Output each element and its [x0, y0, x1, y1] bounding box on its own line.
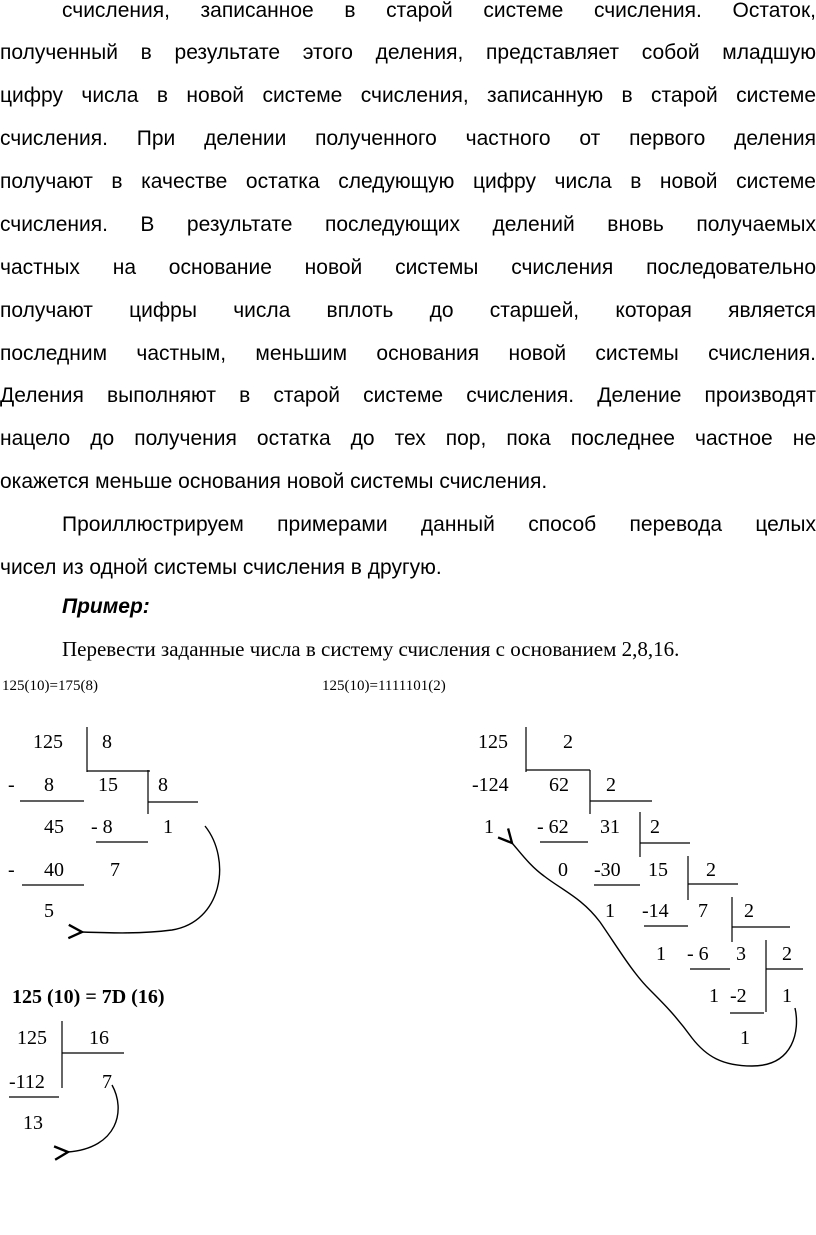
result-octal: 125(10)=175(8): [2, 678, 98, 694]
hex-heading: 125 (10) = 7D (16): [12, 986, 165, 1008]
subtrahend: -2: [730, 985, 747, 1007]
minus-sign: -: [8, 774, 15, 796]
dividend: 125: [478, 731, 508, 753]
text-line: полученный в результате этого деления, представляет собой младшую: [0, 41, 816, 64]
quotient: 15: [648, 859, 668, 881]
binary-division: [472, 727, 803, 1066]
text-line: цифру числа в новой системе счисления, записанную в старой системе: [0, 84, 816, 107]
text-line: нацело до получения остатка до тех пор, пока последнее частное не: [0, 427, 816, 450]
subtrahend: 40: [44, 859, 64, 881]
quotient: 7: [102, 1071, 112, 1093]
divisor: 2: [606, 774, 616, 796]
text-line: окажется меньше основания новой системы счисления.: [0, 470, 548, 493]
quotient: 62: [549, 774, 569, 796]
quotient: 15: [98, 774, 118, 796]
subtrahend: 8: [44, 774, 54, 796]
arrow-icon: [68, 1085, 118, 1152]
subtrahend: - 6: [687, 943, 709, 965]
text-line: частных на основание новой системы счисления последовательно: [0, 256, 816, 279]
subtrahend: -124: [472, 774, 509, 796]
remainder: 1: [605, 900, 615, 922]
remainder: 5: [44, 900, 54, 922]
text-line: счисления, записанное в старой системе счисления. Остаток,: [62, 0, 816, 22]
subtrahend: - 62: [537, 816, 569, 838]
divisor: 2: [650, 816, 660, 838]
result-binary: 125(10)=1111101(2): [322, 678, 446, 694]
partial-dividend: 45: [44, 816, 64, 838]
dividend: 125: [17, 1027, 47, 1049]
hex-division: [9, 986, 164, 1152]
text-line: чисел из одной системы счисления в другую.: [0, 556, 442, 579]
quotient: 1: [782, 985, 792, 1007]
minus-sign: -: [8, 859, 15, 881]
remainder: 0: [558, 859, 568, 881]
divisor: 8: [102, 731, 112, 753]
text-line: счисления. При делении полученного частного от первого деления: [0, 127, 816, 150]
text-line: Деления выполняют в старой системе счисления. Деление производят: [0, 384, 816, 407]
octal-division: [8, 727, 220, 933]
subtrahend: - 8: [91, 816, 113, 838]
subtrahend: -14: [642, 900, 669, 922]
quotient: 7: [698, 900, 708, 922]
divisor: 8: [158, 774, 168, 796]
divisor: 2: [706, 859, 716, 881]
text-line: получают в качестве остатка следующую цифру числа в новой системе: [0, 170, 816, 193]
text-line: счисления. В результате последующих делений вновь получаемых: [0, 213, 816, 236]
remainder: 1: [656, 943, 666, 965]
divisor: 2: [782, 943, 792, 965]
divisor: 16: [89, 1027, 109, 1049]
text-line: Проиллюстрируем примерами данный способ перевода целых: [62, 513, 816, 536]
example-heading: Пример:: [62, 595, 150, 618]
quotient: 3: [736, 943, 746, 965]
remainder: 13: [23, 1112, 43, 1134]
quotient: 31: [600, 816, 620, 838]
remainder: 1: [709, 985, 719, 1007]
divisor: 2: [744, 900, 754, 922]
dividend: 125: [33, 731, 63, 753]
subtrahend: -30: [594, 859, 621, 881]
remainder: 1: [740, 1027, 750, 1049]
remainder: 7: [110, 859, 120, 881]
task-text: Перевести заданные числа в систему счисления с основанием 2,8,16.: [62, 637, 680, 661]
quotient: 1: [163, 816, 173, 838]
text-line: получают цифры числа вплоть до старшей, которая является: [0, 299, 816, 322]
text-line: последним частным, меньшим основания новой системы счисления.: [0, 342, 816, 365]
subtrahend: -112: [9, 1071, 45, 1093]
divisor: 2: [563, 731, 573, 753]
remainder: 1: [484, 816, 494, 838]
